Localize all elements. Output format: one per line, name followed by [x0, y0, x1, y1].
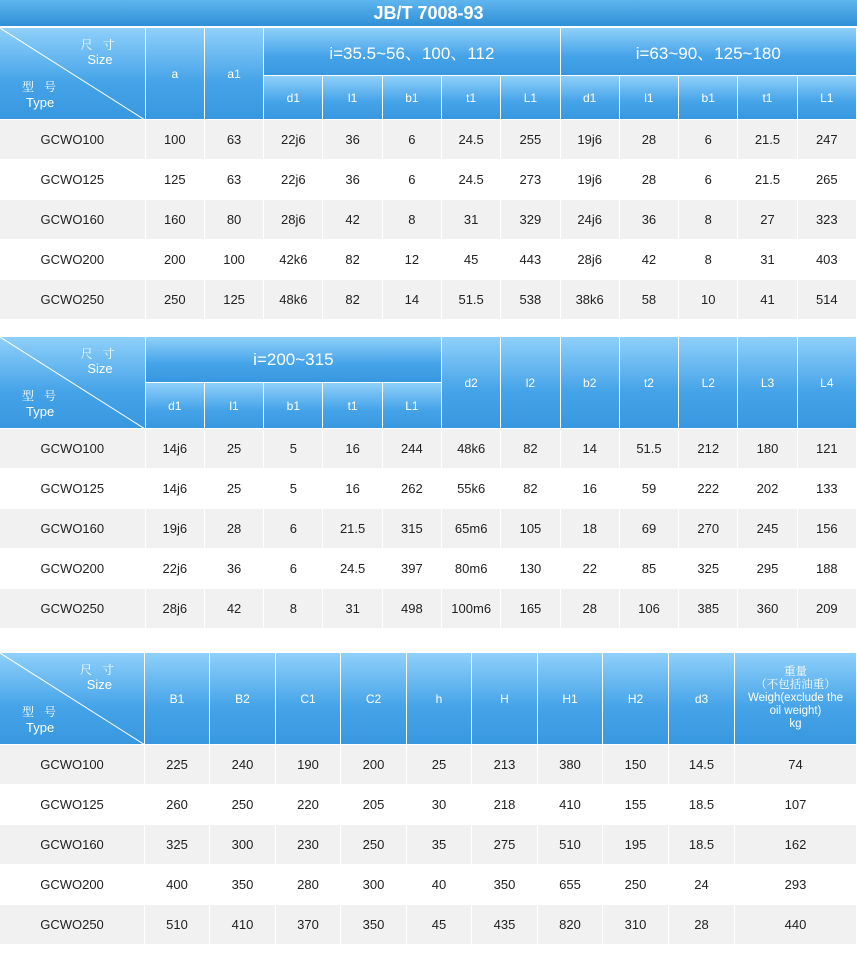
- value-cell: 250: [146, 280, 205, 320]
- weight-note-cn: （不包括油重）: [755, 679, 836, 691]
- table-row: [0, 200, 857, 240]
- value-cell: 22j6: [146, 549, 205, 589]
- table-row: [0, 865, 857, 905]
- table-row: [0, 785, 857, 825]
- value-cell: 42k6: [264, 240, 323, 280]
- value-cell: 195: [603, 825, 669, 865]
- value-cell: 273: [501, 160, 560, 200]
- value-cell: 30: [407, 785, 472, 825]
- value-cell: 350: [341, 905, 407, 945]
- col-header: L4: [798, 337, 857, 429]
- value-cell: 280: [276, 865, 341, 905]
- value-cell: 156: [798, 509, 857, 549]
- table-row: [0, 120, 857, 160]
- value-cell: 293: [735, 865, 857, 905]
- value-cell: 24.5: [442, 160, 501, 200]
- value-cell: 244: [383, 429, 442, 469]
- value-cell: 329: [501, 200, 560, 240]
- weight-header: [735, 653, 857, 745]
- col-header: C1: [276, 653, 341, 745]
- value-cell: 51.5: [442, 280, 501, 320]
- size-label-en: Size: [87, 361, 113, 376]
- table-row: [0, 549, 857, 589]
- value-cell: 14j6: [146, 429, 205, 469]
- value-cell: 82: [323, 240, 382, 280]
- value-cell: 360: [738, 589, 797, 629]
- value-cell: 14j6: [146, 469, 205, 509]
- value-cell: 105: [501, 509, 560, 549]
- size-label-cn: 尺寸: [80, 38, 125, 52]
- col-header: d2: [442, 337, 501, 429]
- value-cell: 125: [146, 160, 205, 200]
- value-cell: 74: [735, 745, 857, 785]
- value-cell: 36: [323, 160, 382, 200]
- value-cell: 200: [146, 240, 205, 280]
- dimension-table-1: [0, 28, 857, 320]
- value-cell: 45: [442, 240, 501, 280]
- col-header: H: [472, 653, 538, 745]
- value-cell: 24: [669, 865, 735, 905]
- model-cell: GCWO250: [0, 280, 146, 320]
- table-row: [0, 240, 857, 280]
- sub-header: d1: [146, 383, 205, 429]
- value-cell: 28: [669, 905, 735, 945]
- value-cell: 8: [383, 200, 442, 240]
- value-cell: 150: [603, 745, 669, 785]
- value-cell: 35: [407, 825, 472, 865]
- value-cell: 245: [738, 509, 797, 549]
- value-cell: 100: [146, 120, 205, 160]
- value-cell: 350: [210, 865, 276, 905]
- value-cell: 36: [323, 120, 382, 160]
- value-cell: 21.5: [323, 509, 382, 549]
- corner-header: [0, 653, 145, 745]
- model-cell: GCWO250: [0, 905, 145, 945]
- value-cell: 48k6: [442, 429, 501, 469]
- table-row: [0, 429, 857, 469]
- value-cell: 188: [798, 549, 857, 589]
- model-cell: GCWO200: [0, 549, 146, 589]
- value-cell: 209: [798, 589, 857, 629]
- value-cell: 200: [341, 745, 407, 785]
- value-cell: 130: [501, 549, 560, 589]
- col-header: a: [146, 28, 205, 120]
- value-cell: 300: [341, 865, 407, 905]
- value-cell: 22j6: [264, 120, 323, 160]
- value-cell: 41: [738, 280, 797, 320]
- value-cell: 240: [210, 745, 276, 785]
- sub-header: d1: [561, 76, 620, 120]
- value-cell: 65m6: [442, 509, 501, 549]
- value-cell: 82: [501, 429, 560, 469]
- value-cell: 8: [679, 240, 738, 280]
- value-cell: 25: [407, 745, 472, 785]
- model-cell: GCWO125: [0, 785, 145, 825]
- value-cell: 36: [205, 549, 264, 589]
- value-cell: 310: [603, 905, 669, 945]
- value-cell: 250: [341, 825, 407, 865]
- value-cell: 180: [738, 429, 797, 469]
- value-cell: 6: [679, 160, 738, 200]
- value-cell: 8: [679, 200, 738, 240]
- value-cell: 155: [603, 785, 669, 825]
- type-label-cn: 型号: [22, 80, 67, 94]
- value-cell: 51.5: [620, 429, 679, 469]
- value-cell: 275: [472, 825, 538, 865]
- type-label-en: Type: [26, 720, 55, 735]
- col-header: d3: [669, 653, 735, 745]
- table-row: [0, 745, 857, 785]
- value-cell: 24j6: [561, 200, 620, 240]
- value-cell: 27: [738, 200, 797, 240]
- value-cell: 295: [738, 549, 797, 589]
- group-header: i=63~90、125~180: [561, 28, 857, 76]
- model-cell: GCWO200: [0, 240, 146, 280]
- value-cell: 28j6: [264, 200, 323, 240]
- value-cell: 270: [679, 509, 738, 549]
- value-cell: 300: [210, 825, 276, 865]
- value-cell: 42: [620, 240, 679, 280]
- value-cell: 85: [620, 549, 679, 589]
- model-cell: GCWO200: [0, 865, 145, 905]
- value-cell: 410: [210, 905, 276, 945]
- value-cell: 222: [679, 469, 738, 509]
- value-cell: 40: [407, 865, 472, 905]
- value-cell: 385: [679, 589, 738, 629]
- col-header: L3: [738, 337, 797, 429]
- sub-header: l1: [620, 76, 679, 120]
- col-header: B1: [145, 653, 210, 745]
- value-cell: 255: [501, 120, 560, 160]
- model-cell: GCWO125: [0, 160, 146, 200]
- value-cell: 400: [145, 865, 210, 905]
- value-cell: 350: [472, 865, 538, 905]
- value-cell: 38k6: [561, 280, 620, 320]
- value-cell: 28j6: [561, 240, 620, 280]
- sub-header: b1: [264, 383, 323, 429]
- value-cell: 410: [538, 785, 603, 825]
- value-cell: 250: [210, 785, 276, 825]
- table-row: [0, 160, 857, 200]
- table-row: [0, 509, 857, 549]
- group-header: i=200~315: [146, 337, 442, 383]
- sub-header: L1: [798, 76, 857, 120]
- sub-header: l1: [205, 383, 264, 429]
- value-cell: 21.5: [738, 160, 797, 200]
- value-cell: 5: [264, 469, 323, 509]
- sub-header: L1: [383, 383, 442, 429]
- value-cell: 24.5: [323, 549, 382, 589]
- value-cell: 100: [205, 240, 264, 280]
- value-cell: 6: [264, 549, 323, 589]
- value-cell: 106: [620, 589, 679, 629]
- sub-header: b1: [679, 76, 738, 120]
- value-cell: 218: [472, 785, 538, 825]
- value-cell: 225: [145, 745, 210, 785]
- value-cell: 380: [538, 745, 603, 785]
- table-row: [0, 280, 857, 320]
- value-cell: 397: [383, 549, 442, 589]
- value-cell: 80m6: [442, 549, 501, 589]
- value-cell: 14.5: [669, 745, 735, 785]
- value-cell: 265: [798, 160, 857, 200]
- value-cell: 45: [407, 905, 472, 945]
- value-cell: 6: [383, 160, 442, 200]
- value-cell: 16: [323, 429, 382, 469]
- value-cell: 36: [620, 200, 679, 240]
- type-label-cn: 型号: [22, 705, 67, 719]
- value-cell: 6: [264, 509, 323, 549]
- value-cell: 55k6: [442, 469, 501, 509]
- value-cell: 31: [323, 589, 382, 629]
- value-cell: 19j6: [561, 120, 620, 160]
- value-cell: 16: [323, 469, 382, 509]
- value-cell: 205: [341, 785, 407, 825]
- value-cell: 28: [205, 509, 264, 549]
- weight-label-cn: 重量: [784, 666, 807, 678]
- size-label-en: Size: [87, 52, 113, 67]
- col-header: B2: [210, 653, 276, 745]
- value-cell: 10: [679, 280, 738, 320]
- sub-header: t1: [442, 76, 501, 120]
- value-cell: 162: [735, 825, 857, 865]
- value-cell: 42: [323, 200, 382, 240]
- model-cell: GCWO100: [0, 429, 146, 469]
- size-label-en: Size: [86, 677, 112, 692]
- model-cell: GCWO100: [0, 745, 145, 785]
- corner-header: [0, 337, 146, 429]
- size-label-cn: 尺寸: [79, 663, 124, 677]
- weight-label-en: Weigh(exclude the: [747, 692, 844, 704]
- value-cell: 325: [145, 825, 210, 865]
- value-cell: 80: [205, 200, 264, 240]
- table-row: [0, 469, 857, 509]
- value-cell: 125: [205, 280, 264, 320]
- model-cell: GCWO160: [0, 825, 145, 865]
- value-cell: 323: [798, 200, 857, 240]
- sub-header: b1: [383, 76, 442, 120]
- value-cell: 443: [501, 240, 560, 280]
- dimension-table-3: [0, 653, 857, 945]
- col-header: h: [407, 653, 472, 745]
- value-cell: 538: [501, 280, 560, 320]
- model-cell: GCWO125: [0, 469, 146, 509]
- corner-header: [0, 28, 146, 120]
- group-header: i=35.5~56、100、112: [264, 28, 560, 76]
- model-cell: GCWO160: [0, 200, 146, 240]
- value-cell: 403: [798, 240, 857, 280]
- value-cell: 63: [205, 160, 264, 200]
- value-cell: 315: [383, 509, 442, 549]
- value-cell: 435: [472, 905, 538, 945]
- value-cell: 325: [679, 549, 738, 589]
- sub-header: t1: [738, 76, 797, 120]
- value-cell: 213: [472, 745, 538, 785]
- weight-unit: kg: [789, 718, 802, 730]
- type-label-en: Type: [26, 95, 55, 110]
- page-title: JB/T 7008-93: [0, 0, 857, 26]
- value-cell: 220: [276, 785, 341, 825]
- col-header: H2: [603, 653, 669, 745]
- value-cell: 22: [561, 549, 620, 589]
- value-cell: 28: [561, 589, 620, 629]
- type-label-cn: 型号: [22, 389, 67, 403]
- col-header: t2: [620, 337, 679, 429]
- dimension-table-2: [0, 337, 857, 629]
- sub-header: L1: [501, 76, 560, 120]
- value-cell: 820: [538, 905, 603, 945]
- value-cell: 14: [561, 429, 620, 469]
- col-header: H1: [538, 653, 603, 745]
- col-header: a1: [205, 28, 264, 120]
- value-cell: 230: [276, 825, 341, 865]
- value-cell: 59: [620, 469, 679, 509]
- weight-note-en: oil weight): [769, 705, 822, 717]
- sub-header: d1: [264, 76, 323, 120]
- value-cell: 48k6: [264, 280, 323, 320]
- col-header: b2: [561, 337, 620, 429]
- value-cell: 370: [276, 905, 341, 945]
- value-cell: 31: [738, 240, 797, 280]
- value-cell: 25: [205, 429, 264, 469]
- value-cell: 25: [205, 469, 264, 509]
- col-header: C2: [341, 653, 407, 745]
- value-cell: 514: [798, 280, 857, 320]
- type-label-en: Type: [26, 404, 55, 419]
- value-cell: 19j6: [146, 509, 205, 549]
- value-cell: 498: [383, 589, 442, 629]
- col-header: l2: [501, 337, 560, 429]
- value-cell: 21.5: [738, 120, 797, 160]
- value-cell: 6: [383, 120, 442, 160]
- value-cell: 82: [501, 469, 560, 509]
- value-cell: 160: [146, 200, 205, 240]
- value-cell: 107: [735, 785, 857, 825]
- value-cell: 16: [561, 469, 620, 509]
- value-cell: 28j6: [146, 589, 205, 629]
- sub-header: l1: [323, 76, 382, 120]
- value-cell: 18.5: [669, 785, 735, 825]
- value-cell: 655: [538, 865, 603, 905]
- value-cell: 18: [561, 509, 620, 549]
- col-header: L2: [679, 337, 738, 429]
- value-cell: 82: [323, 280, 382, 320]
- value-cell: 260: [145, 785, 210, 825]
- value-cell: 190: [276, 745, 341, 785]
- value-cell: 8: [264, 589, 323, 629]
- value-cell: 212: [679, 429, 738, 469]
- model-cell: GCWO100: [0, 120, 146, 160]
- table-row: [0, 589, 857, 629]
- value-cell: 121: [798, 429, 857, 469]
- value-cell: 18.5: [669, 825, 735, 865]
- value-cell: 63: [205, 120, 264, 160]
- value-cell: 58: [620, 280, 679, 320]
- value-cell: 6: [679, 120, 738, 160]
- value-cell: 24.5: [442, 120, 501, 160]
- table-row: [0, 905, 857, 945]
- value-cell: 165: [501, 589, 560, 629]
- value-cell: 14: [383, 280, 442, 320]
- value-cell: 202: [738, 469, 797, 509]
- sub-header: t1: [323, 383, 382, 429]
- value-cell: 42: [205, 589, 264, 629]
- value-cell: 69: [620, 509, 679, 549]
- value-cell: 440: [735, 905, 857, 945]
- model-cell: GCWO250: [0, 589, 146, 629]
- value-cell: 12: [383, 240, 442, 280]
- model-cell: GCWO160: [0, 509, 146, 549]
- value-cell: 19j6: [561, 160, 620, 200]
- value-cell: 28: [620, 160, 679, 200]
- value-cell: 5: [264, 429, 323, 469]
- value-cell: 247: [798, 120, 857, 160]
- table-row: [0, 825, 857, 865]
- value-cell: 28: [620, 120, 679, 160]
- value-cell: 250: [603, 865, 669, 905]
- value-cell: 262: [383, 469, 442, 509]
- size-label-cn: 尺寸: [80, 347, 125, 361]
- value-cell: 510: [538, 825, 603, 865]
- value-cell: 510: [145, 905, 210, 945]
- value-cell: 100m6: [442, 589, 501, 629]
- value-cell: 31: [442, 200, 501, 240]
- value-cell: 22j6: [264, 160, 323, 200]
- value-cell: 133: [798, 469, 857, 509]
